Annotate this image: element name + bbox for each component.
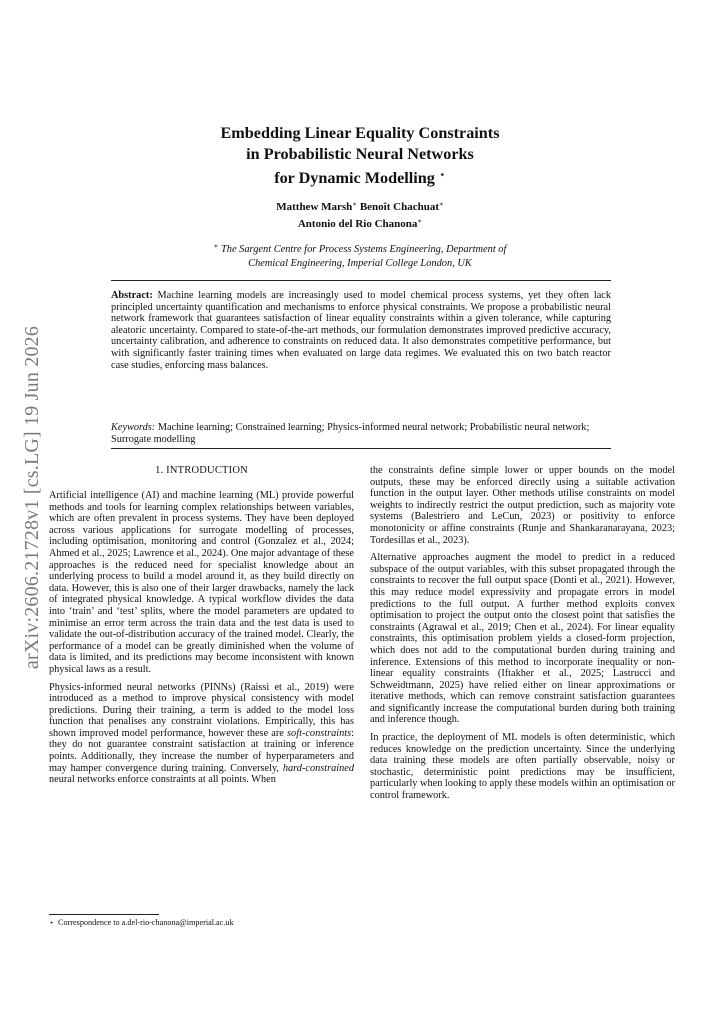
paragraph: In practice, the deployment of ML models is often deterministic, which reduces knowledge on the prediction uncertainty. Since the underlying data training these models are often partially observable, noisy or stochastic, deterministic point predictions may be insufficient, particularly when looking to apply these models within an optimisation or control framework.: [370, 732, 675, 802]
affiliation-text-1: The Sargent Centre for Process Systems Engineering, Department of: [220, 244, 507, 255]
emphasis-text: soft-constraints: [287, 727, 352, 739]
author-list: [110, 198, 610, 231]
arxiv-identifier-text: arXiv:2606.21728v1 [cs.LG] 19 Jun 2026: [21, 325, 44, 670]
paragraph-text: neural networks enforce constraints at all points. When: [49, 774, 276, 786]
author-name: Antonio del Rio Chanona: [297, 217, 418, 230]
title-footnote-star: ⋆: [438, 169, 446, 181]
keywords: [111, 422, 611, 445]
right-column: [370, 465, 675, 808]
author-affiliation-mark: ∗: [438, 200, 444, 208]
paragraph-text: : they do not guarantee constraint satisfaction at training or inference points. Additionally, they increase the number of hyperparameters and may hamper convergence during training. Conversely,: [49, 727, 354, 774]
footnote-star: ⋆: [49, 918, 55, 927]
affiliation-mark: ∗: [213, 242, 219, 250]
paragraph: Artificial intelligence (AI) and machine learning (ML) provide powerful methods and tools for learning complex relationships between variables, which are often prevalent in process systems. They have been deployed across various applications for surrogate modelling of processes, including optimisation, monitoring and control (Gonzalez et al., 2024; Ahmed et al., 2025; Lawrence et al., 2024). One major advantage of these approaches is the reduced need for specialist knowledge about an underlying process to build a model around it, as they build directly on data. However, this is also one of their larger drawbacks, namely the lack of integrated physical knowledge. A typical workflow divides the data into ‘train’ and ‘test’ splits, where the model parameters are updated to minimise an error term across the train data and the test data is used to validate the out-of-distribution accuracy of the trained model. Clearly, the performance of a model can be greatly diminished when the volume of data is limited, and its predictions may become inconsistent with known physical laws as a result.: [49, 490, 354, 675]
footnote-text: Correspondence to a.del-rio-chanona@imperial.ac.uk: [58, 918, 234, 927]
author-affiliation-mark: ∗: [417, 216, 423, 225]
title-line-3-text: for Dynamic Modelling: [274, 169, 435, 187]
abstract-text: Machine learning models are increasingly used to model chemical process systems, yet they often lack principled uncertainty quantification and mechanisms to enforce physical constraints. We propose a probabilistic neural network framework that guarantees satisfaction of linear equality constraints within a given tolerance, while capturing aleatoric uncertainty. Compared to state-of-the-art methods, our formulation demonstrates improved predictive accuracy, uncertainty calibration, and adherence to constraints on reduced data. It also demonstrates competitive performance, but with significantly faster training times when evaluated on large data regimes. We evaluated this on two batch reactor case studies, enforcing mass balances.: [111, 290, 611, 371]
author-name: Matthew Marsh: [276, 201, 353, 213]
title-line-2: in Probabilistic Neural Networks: [246, 145, 474, 163]
author-line-1: [110, 198, 610, 215]
title-line-1: Embedding Linear Equality Constraints: [220, 124, 500, 142]
paragraph: the constraints define simple lower or upper bounds on the model outputs, these may be enforced directly using a suitable activation function in the output layer. Other methods utilise constraints on model weights to indirectly restrict the output prediction, such as majority vote systems (Balestriero and LeCun, 2023) or positivity to enforce monotonicity or affine constraints (Runje and Shankaranarayana, 2023; Tordesillas et al., 2023).: [370, 465, 675, 546]
abstract-label: Abstract:: [111, 290, 153, 301]
paragraph: Alternative approaches augment the model to predict in a reduced subspace of the output variables, with this subset propagated through the constraints to recover the full output space (Donti et al., 2021). However, this may reduce model expressivity and propagate errors in model predictions to the full output. A further method exploits convex optimisation to project the output onto the closest point that satisfies the constraints (Agrawal et al., 2019; Chen et al., 2024). For linear equality constraints, this optimisation problem yields a closed-form projection, which does not add to the computational burden during training and inference. Extensions of this method to incorporate inequality or non-linear equality constraints (Iftakher et al., 2025; Lastrucci and Schweidtmann, 2025) have relied either on linear approximations or iterative methods, which can remove constraint satisfaction guarantees and significantly increase the computational burden during both training and inference though.: [370, 552, 675, 726]
affiliation-line-1: [110, 240, 610, 257]
abstract-top-rule: [111, 280, 611, 281]
title-line-3: [110, 165, 610, 189]
keywords-text: Machine learning; Constrained learning; Physics-informed neural network; Probabilistic neural network; Surrogate modelling: [111, 422, 590, 445]
paragraph-text: Physics-informed neural networks (PINNs) (Raissi et al., 2019) were introduced as a method to improve physical consistency with model predictions. During their training, a term is added to the model loss function that penalises any constraint violations. Empirically, this has shown improved model performance, however these are: [49, 681, 354, 739]
footnote-rule: [49, 914, 159, 915]
left-column: [49, 490, 354, 792]
section-heading-introduction: 1. INTRODUCTION: [155, 465, 248, 476]
emphasis-text: hard-constrained: [282, 762, 354, 774]
footnote: [49, 918, 369, 928]
paper-title: [110, 123, 610, 189]
abstract: [111, 290, 611, 371]
abstract-bottom-rule: [111, 448, 611, 449]
paragraph: [49, 682, 354, 786]
affiliation-line-2: Chemical Engineering, Imperial College London, UK: [248, 257, 472, 269]
keywords-label: Keywords:: [111, 422, 156, 433]
affiliation: [110, 240, 610, 270]
author-affiliation-mark: ∗: [352, 200, 358, 208]
author-line-2: [110, 215, 610, 232]
author-name: Benoît Chachuat: [359, 201, 439, 213]
